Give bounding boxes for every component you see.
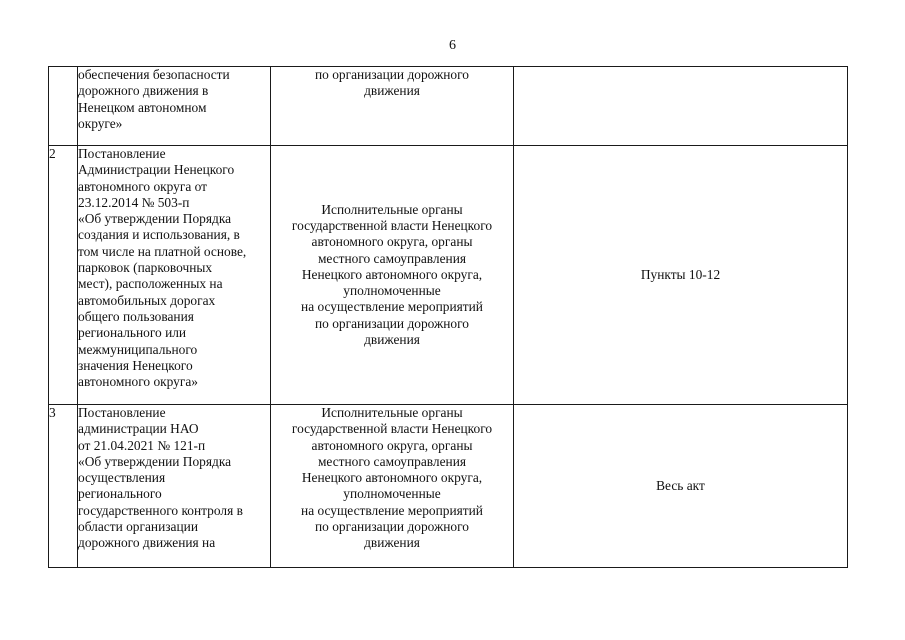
document-text-line: от 21.04.2021 № 121-п bbox=[78, 437, 206, 453]
organ-text-line: движения bbox=[364, 83, 420, 99]
organ-text-line: автономного округа, органы bbox=[311, 437, 473, 453]
document-text-line: парковок (парковочных bbox=[78, 260, 213, 276]
document-text-line: осуществления bbox=[78, 470, 166, 486]
document-text-line: общего пользования bbox=[78, 308, 194, 324]
row-number-cell: 2 bbox=[49, 146, 78, 405]
organ-text-line: уполномоченные bbox=[343, 283, 441, 299]
document-text-line: дорожного движения на bbox=[78, 535, 216, 551]
document-text-line: мест), расположенных на bbox=[78, 276, 223, 292]
organ-text-line: уполномоченные bbox=[343, 486, 441, 502]
document-text-line: «Об утверждении Порядка bbox=[78, 453, 232, 469]
organ-text-line: Исполнительные органы bbox=[321, 201, 463, 217]
organ-text-line: автономного округа, органы bbox=[311, 234, 473, 250]
table-row bbox=[49, 146, 848, 405]
organ-text-line: по организации дорожного bbox=[315, 67, 469, 82]
document-cell bbox=[78, 67, 271, 146]
page-number: 6 bbox=[449, 38, 456, 53]
document-text-line: обеспечения безопасности bbox=[78, 67, 230, 82]
organ-text-line: Ненецкого автономного округа, bbox=[301, 470, 483, 486]
document-text-line: автономного округа» bbox=[78, 374, 198, 390]
organ-cell bbox=[271, 146, 514, 405]
document-text-line: создания и использования, в bbox=[78, 227, 240, 243]
document-text-line: Постановление bbox=[78, 405, 166, 420]
document-text-line: администрации НАО bbox=[78, 421, 199, 437]
document-text-line: межмуниципального bbox=[78, 341, 198, 357]
table-row bbox=[49, 67, 848, 146]
document-text-line: том числе на платной основе, bbox=[78, 243, 247, 259]
document-text-line: значения Ненецкого bbox=[78, 357, 193, 373]
row-number-cell bbox=[49, 67, 78, 146]
applicability-cell: Пункты 10-12 bbox=[514, 146, 848, 405]
organ-text-line: на осуществление мероприятий bbox=[301, 502, 483, 518]
acts-table bbox=[48, 66, 848, 568]
document-text-line: государственного контроля в bbox=[78, 502, 243, 518]
document-cell bbox=[78, 405, 271, 568]
organ-text-line: местного самоуправления bbox=[317, 250, 467, 266]
document-text-line: «Об утверждении Порядка bbox=[78, 211, 232, 227]
document-text-line: регионального или bbox=[78, 325, 187, 341]
document-text-line: регионального bbox=[78, 486, 162, 502]
organ-text-line: на осуществление мероприятий bbox=[301, 299, 483, 315]
document-text-line: Постановление bbox=[78, 146, 166, 161]
document-text-line: дорожного движения в bbox=[78, 83, 209, 99]
table-row bbox=[49, 405, 848, 568]
organ-cell bbox=[271, 67, 514, 146]
organ-text-line: местного самоуправления bbox=[317, 453, 467, 469]
organ-text-line: государственной власти Ненецкого bbox=[291, 217, 493, 233]
document-text-line: автономного округа от bbox=[78, 178, 208, 194]
organ-text-line: Исполнительные органы bbox=[321, 405, 463, 420]
row-number-cell: 3 bbox=[49, 405, 78, 568]
document-text-line: Ненецком автономном bbox=[78, 99, 207, 115]
applicability-cell bbox=[514, 67, 848, 146]
document-text-line: 23.12.2014 № 503-п bbox=[78, 194, 190, 210]
organ-text-line: по организации дорожного bbox=[315, 519, 469, 535]
document-text-line: автомобильных дорогах bbox=[78, 292, 216, 308]
organ-cell bbox=[271, 405, 514, 568]
organ-text-line: Ненецкого автономного округа, bbox=[301, 266, 483, 282]
organ-text-line: государственной власти Ненецкого bbox=[291, 421, 493, 437]
organ-text-line: по организации дорожного bbox=[315, 315, 469, 331]
applicability-cell: Весь акт bbox=[514, 405, 848, 568]
organ-text-line: движения bbox=[364, 332, 420, 348]
organ-text-line: движения bbox=[364, 535, 420, 551]
document-cell bbox=[78, 146, 271, 405]
document-text-line: округе» bbox=[78, 115, 123, 131]
document-text-line: Администрации Ненецкого bbox=[78, 162, 235, 178]
document-text-line: области организации bbox=[78, 519, 198, 535]
